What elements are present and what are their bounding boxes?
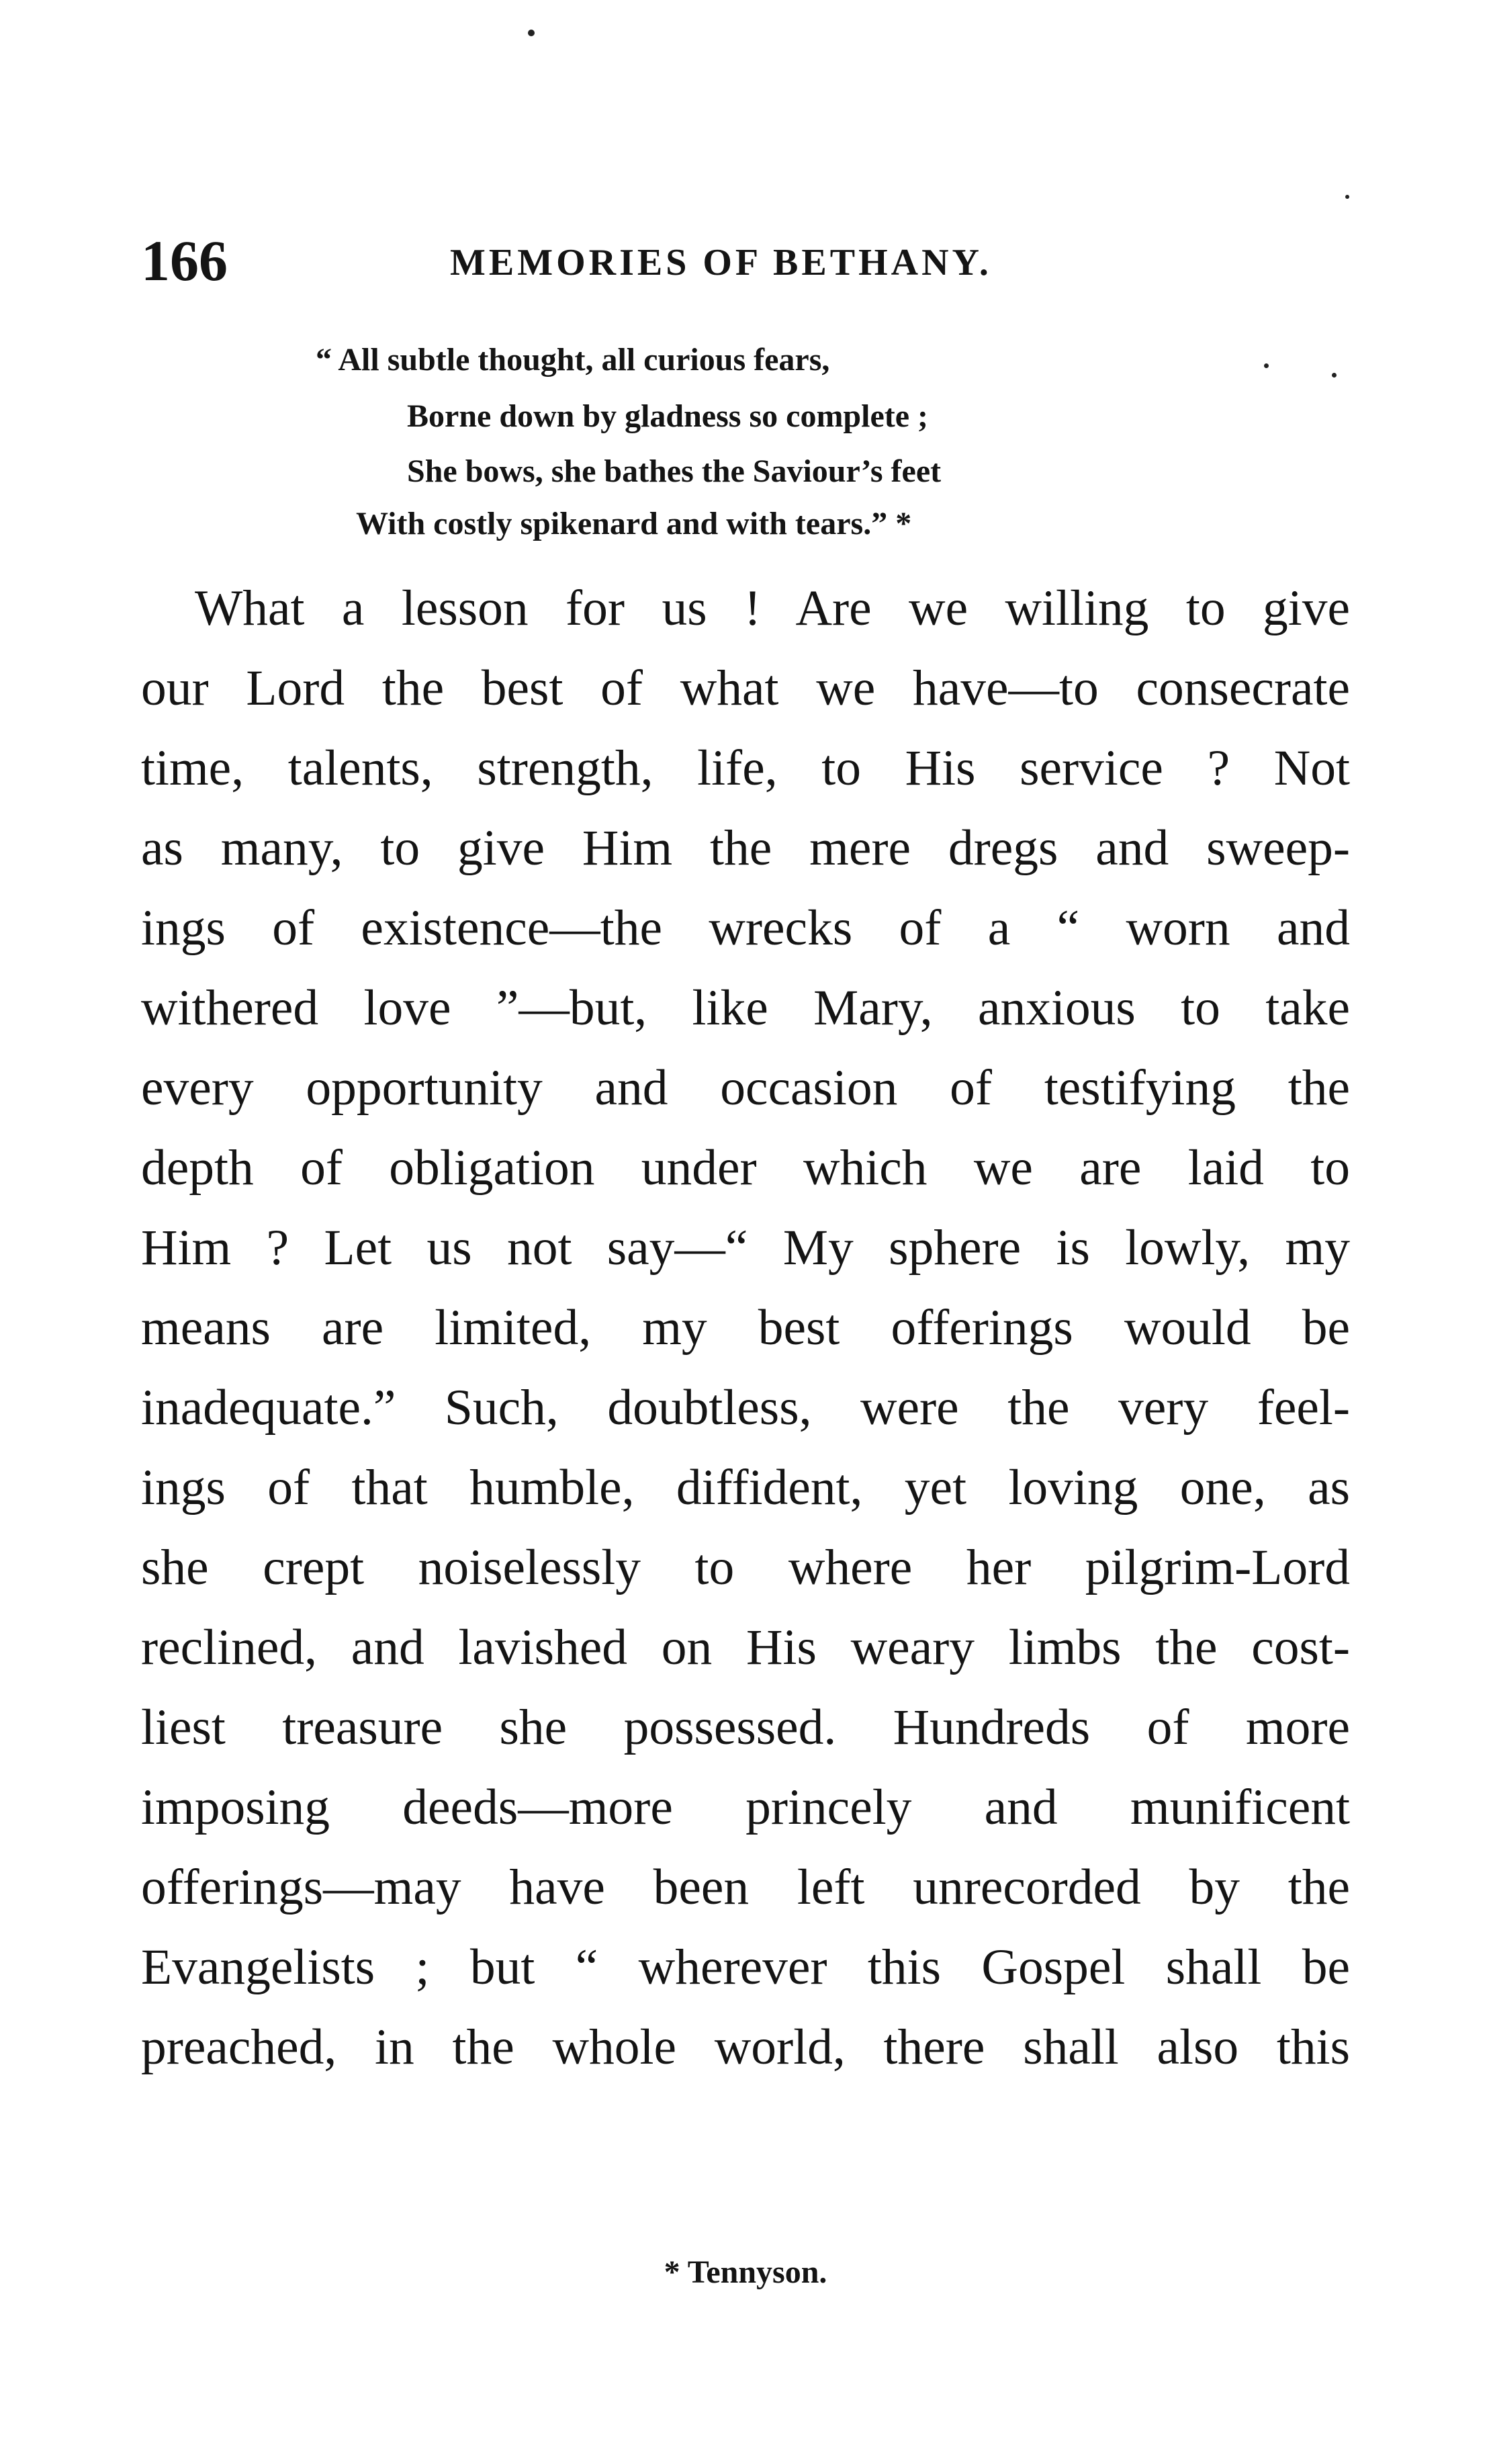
epigraph-line: “ All subtle thought, all curious fears, — [316, 342, 830, 378]
body-line: means are limited, my best offerings would be — [141, 1300, 1350, 1356]
epigraph-line: She bows, she bathes the Saviour’s feet — [407, 453, 942, 489]
body-line: reclined, and lavished on His weary limbs the cost- — [141, 1620, 1350, 1675]
running-title: MEMORIES OF BETHANY. — [450, 242, 992, 283]
body-line: ings of existence—the wrecks of a “ worn and — [141, 900, 1350, 956]
body-line: liest treasure she possessed. Hundreds of more — [141, 1700, 1350, 1755]
body-line: Him ? Let us not say—“ My sphere is lowly, my — [141, 1220, 1350, 1276]
body-line: inadequate.” Such, doubtless, were the very feel- — [141, 1380, 1350, 1436]
body-line: ings of that humble, diffident, yet loving one, as — [141, 1460, 1350, 1515]
print-speck — [1332, 373, 1337, 378]
body-line: she crept noiselessly to where her pilgrim-Lord — [141, 1540, 1350, 1595]
epigraph-line: Borne down by gladness so complete ; — [407, 398, 929, 434]
body-line: our Lord the best of what we have—to consecrate — [141, 660, 1350, 716]
page-number: 166 — [141, 228, 228, 293]
body-line: What a lesson for us ! Are we willing to give — [195, 580, 1350, 636]
body-line: imposing deeds—more princely and munificent — [141, 1779, 1350, 1835]
print-speck — [1345, 195, 1349, 199]
body-text — [141, 568, 1350, 2087]
body-line: depth of obligation under which we are laid to — [141, 1140, 1350, 1196]
page-header — [141, 227, 1350, 294]
epigraph-line: With costly spikenard and with tears.” * — [356, 506, 912, 541]
body-line: as many, to give Him the mere dregs and sweep- — [141, 820, 1350, 876]
print-speck — [528, 30, 535, 36]
body-line: withered love ”—but, like Mary, anxious to take — [141, 980, 1350, 1036]
body-line: offerings—may have been left unrecorded by the — [141, 1859, 1350, 1915]
body-line: every opportunity and occasion of testifying the — [141, 1060, 1350, 1116]
body-line: preached, in the whole world, there shall also this — [141, 2019, 1350, 2075]
body-line: Evangelists ; but “ wherever this Gospel shall be — [141, 1939, 1350, 1995]
print-speck — [1264, 363, 1269, 368]
footnote: * Tennyson. — [664, 2254, 827, 2290]
body-line: time, talents, strength, life, to His service ? Not — [141, 740, 1350, 796]
